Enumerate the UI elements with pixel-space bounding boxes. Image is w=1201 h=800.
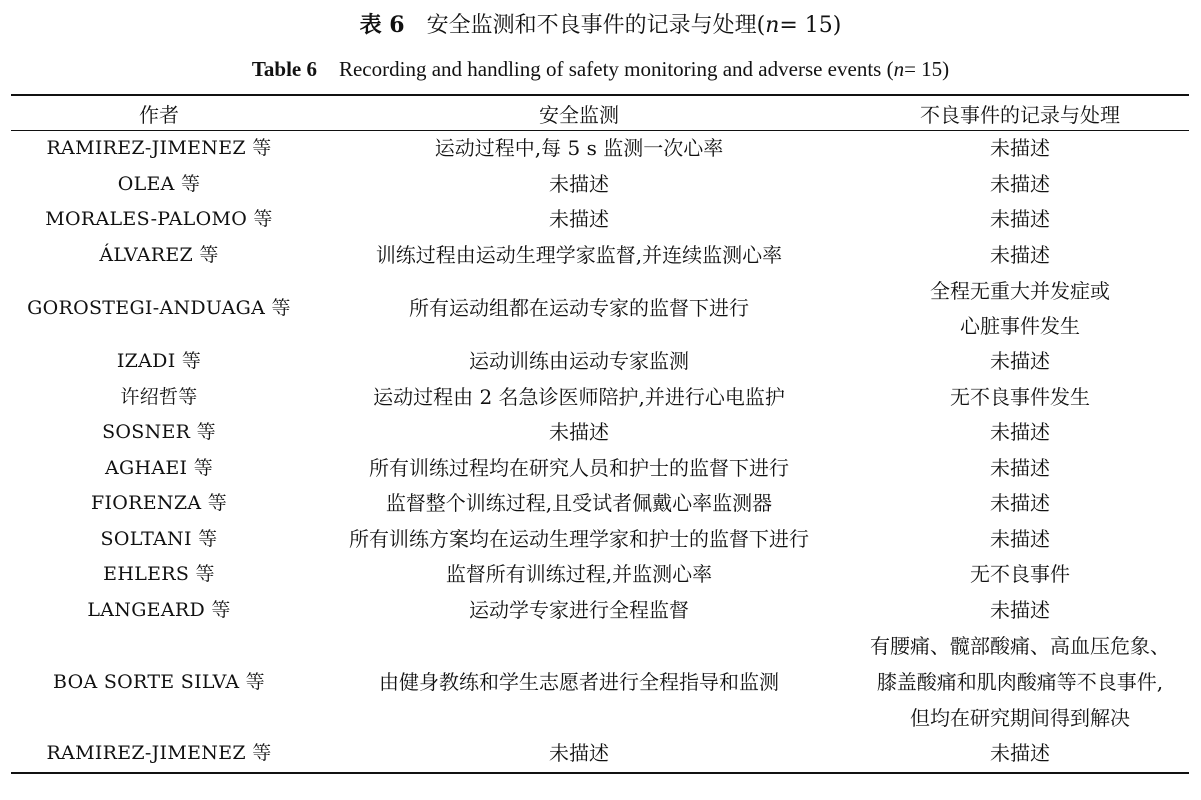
adverse-event-line: 心脏事件发生 — [960, 313, 1080, 338]
cell-adverse-events — [851, 202, 1189, 238]
adverse-event-line: 未描述 — [990, 491, 1050, 516]
cell-adverse-events — [851, 167, 1189, 203]
cell-safety-monitoring: 运动过程中,每 5 s 监测一次心率 — [434, 136, 724, 161]
cell-adverse-events — [851, 273, 1189, 344]
header-adverse-events: 不良事件的记录与处理 — [851, 95, 1189, 131]
adverse-event-line: 无不良事件发生 — [950, 384, 1090, 409]
table-row — [11, 202, 1189, 238]
table-row — [11, 486, 1189, 522]
safety-monitoring-table — [11, 94, 1189, 774]
table-caption-english — [0, 54, 1201, 84]
cell-author: LANGEARD 等 — [87, 598, 231, 621]
cell-author: IZADI 等 — [116, 350, 202, 373]
adverse-event-line: 但均在研究期间得到解决 — [910, 706, 1130, 730]
cell-adverse-events — [851, 238, 1189, 274]
adverse-event-line: 未描述 — [990, 455, 1050, 480]
adverse-event-line: 未描述 — [990, 171, 1050, 196]
cell-safety-monitoring: 未描述 — [307, 736, 851, 773]
cell-safety-monitoring: 所有训练方案均在运动生理学家和护士的监督下进行 — [349, 526, 809, 551]
caption-label-en: Table 6 — [251, 57, 317, 81]
caption-title-cn: 安全监测和不良事件的记录与处理( — [426, 13, 766, 38]
cell-author: RAMIREZ-JIMENEZ 等 — [11, 736, 307, 773]
cell-safety-monitoring: 运动训练由运动专家监测 — [469, 349, 689, 374]
cell-author: SOSNER 等 — [102, 421, 216, 444]
adverse-event-line: 未描述 — [990, 207, 1050, 232]
cell-adverse-events — [851, 486, 1189, 522]
table-row — [11, 238, 1189, 274]
cell-safety-monitoring: 运动学专家进行全程监督 — [469, 597, 689, 622]
adverse-event-line: 未描述 — [990, 349, 1050, 374]
cell-adverse-events — [851, 522, 1189, 558]
cell-author: RAMIREZ-JIMENEZ 等 — [46, 137, 272, 160]
adverse-event-line: 未描述 — [990, 597, 1050, 622]
header-author: 作者 — [11, 95, 307, 131]
cell-adverse-events — [851, 628, 1189, 736]
cell-safety-monitoring: 运动过程由 2 名急诊医师陪护,并进行心电监护 — [373, 384, 785, 409]
table-caption-chinese — [0, 10, 1201, 41]
caption-label-cn: 表 6 — [359, 12, 405, 38]
table-row — [11, 344, 1189, 380]
cell-safety-monitoring: 监督整个训练过程,且受试者佩戴心率监测器 — [385, 491, 773, 516]
table-row — [11, 593, 1189, 629]
adverse-event-line: 未描述 — [990, 741, 1050, 766]
caption-tail-cn: = 15) — [779, 13, 842, 38]
caption-title-en: Recording and handling of safety monitoring and adverse events ( — [338, 57, 894, 81]
header-safety-monitoring: 安全监测 — [307, 95, 851, 131]
cell-adverse-events — [851, 131, 1189, 167]
table-row — [11, 522, 1189, 558]
cell-adverse-events — [851, 736, 1189, 773]
cell-author: BOA SORTE SILVA 等 — [53, 670, 265, 693]
table-row — [11, 167, 1189, 203]
adverse-event-line: 全程无重大并发症或 — [930, 278, 1110, 303]
caption-n-en: n — [893, 57, 905, 81]
cell-safety-monitoring: 监督所有训练过程,并监测心率 — [445, 562, 713, 587]
adverse-event-line: 膝盖酸痛和肌肉酸痛等不良事件, — [876, 670, 1164, 694]
adverse-event-line: 未描述 — [990, 136, 1050, 161]
cell-author: MORALES-PALOMO 等 — [45, 208, 273, 231]
cell-adverse-events — [851, 380, 1189, 416]
cell-safety-monitoring: 未描述 — [549, 207, 609, 232]
cell-author: OLEA 等 — [117, 172, 201, 195]
table-row — [11, 557, 1189, 593]
cell-author: 许绍哲等 — [120, 385, 198, 408]
cell-safety-monitoring: 未描述 — [549, 420, 609, 445]
cell-adverse-events — [851, 415, 1189, 451]
table-row — [11, 415, 1189, 451]
adverse-event-line: 有腰痛、髋部酸痛、高血压危象、 — [870, 634, 1170, 658]
cell-safety-monitoring: 所有运动组都在运动专家的监督下进行 — [409, 296, 749, 320]
adverse-event-line: 未描述 — [990, 242, 1050, 267]
table-body — [11, 131, 1189, 773]
table-row — [11, 628, 1189, 736]
adverse-event-line: 未描述 — [990, 420, 1050, 445]
cell-author: AGHAEI 等 — [104, 456, 213, 479]
cell-adverse-events — [851, 593, 1189, 629]
caption-n-cn: n — [765, 13, 780, 38]
table-row — [11, 273, 1189, 344]
cell-adverse-events — [851, 451, 1189, 487]
cell-safety-monitoring: 未描述 — [549, 171, 609, 196]
cell-safety-monitoring: 所有训练过程均在研究人员和护士的监督下进行 — [369, 455, 789, 480]
cell-adverse-events — [851, 344, 1189, 380]
adverse-event-line: 未描述 — [990, 526, 1050, 551]
header-row — [11, 95, 1189, 131]
cell-author: EHLERS 等 — [103, 563, 215, 586]
table-row — [11, 380, 1189, 416]
cell-safety-monitoring: 由健身教练和学生志愿者进行全程指导和监测 — [379, 669, 779, 694]
cell-author: ÁLVAREZ 等 — [99, 243, 219, 266]
adverse-event-line: 无不良事件 — [970, 562, 1070, 587]
cell-author: SOLTANI 等 — [100, 527, 218, 550]
cell-author: GOROSTEGI-ANDUAGA 等 — [27, 297, 291, 319]
table-row — [11, 736, 1189, 773]
cell-safety-monitoring: 训练过程由运动生理学家监督,并连续监测心率 — [375, 242, 783, 267]
caption-tail-en: = 15) — [904, 57, 950, 81]
cell-author: FIORENZA 等 — [90, 492, 228, 515]
table-row — [11, 131, 1189, 167]
cell-adverse-events — [851, 557, 1189, 593]
table-row — [11, 451, 1189, 487]
